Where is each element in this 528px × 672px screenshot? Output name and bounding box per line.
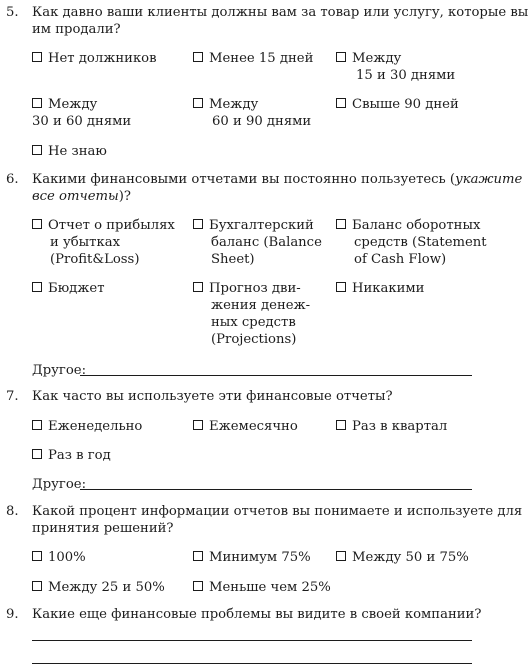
checkbox[interactable] xyxy=(336,219,346,229)
q6-option-projections[interactable] xyxy=(193,280,301,297)
q5-option-less-15-days[interactable] xyxy=(193,50,313,67)
option-label-continued: (Projections) xyxy=(211,332,297,347)
q8-option-25-50[interactable] xyxy=(32,579,165,596)
option-label: Бюджет xyxy=(48,281,105,296)
option-label: Минимум 75% xyxy=(209,550,311,565)
q6-option-balance-sheet[interactable] xyxy=(193,217,314,234)
q7-option-quarterly[interactable] xyxy=(336,418,447,435)
option-label-continued: Sheet) xyxy=(211,252,255,267)
q6-option-budget[interactable] xyxy=(32,280,105,297)
question-9-text: Какие еще финансовые проблемы вы видите в своей компании? xyxy=(32,607,482,622)
checkbox[interactable] xyxy=(193,420,203,430)
checkbox[interactable] xyxy=(193,52,203,62)
checkbox[interactable] xyxy=(336,551,346,561)
option-label-continued: жения денеж- xyxy=(211,298,311,313)
q5-option-30-60-days[interactable] xyxy=(32,96,97,113)
q5-option-dont-know[interactable] xyxy=(32,143,107,160)
q9-answer-line-1[interactable] xyxy=(32,640,472,641)
option-label: Не знаю xyxy=(48,144,107,159)
option-label: Менее 15 дней xyxy=(209,51,314,66)
checkbox[interactable] xyxy=(193,98,203,108)
option-label-continued: ных средств xyxy=(211,315,296,330)
question-9-number: 9. xyxy=(6,607,19,622)
checkbox[interactable] xyxy=(32,52,42,62)
option-label-continued: и убытках xyxy=(50,235,121,250)
checkbox[interactable] xyxy=(32,581,42,591)
checkbox[interactable] xyxy=(32,219,42,229)
question-5-text-line-2: им продали? xyxy=(32,22,121,37)
option-label-continued: средств (Statement xyxy=(354,235,487,250)
option-label: Никакими xyxy=(352,281,425,296)
q6-option-none[interactable] xyxy=(336,280,424,297)
checkbox[interactable] xyxy=(336,282,346,292)
q7-other-input-line[interactable] xyxy=(80,489,472,490)
q9-answer-line-2[interactable] xyxy=(32,663,472,664)
question-6-text-line-1: Какими финансовыми отчетами вы постоянно пользуетесь (укажите xyxy=(32,172,523,187)
option-label: Баланс оборотных xyxy=(352,218,481,233)
option-label: Между xyxy=(352,51,402,66)
option-label-continued: баланс (Balance xyxy=(211,235,322,250)
option-label-continued: 60 и 90 днями xyxy=(212,114,312,129)
checkbox[interactable] xyxy=(32,282,42,292)
checkbox[interactable] xyxy=(32,98,42,108)
option-label: Нет должников xyxy=(48,51,157,66)
checkbox[interactable] xyxy=(32,449,42,459)
q8-option-min-75[interactable] xyxy=(193,549,311,566)
question-6-text-line-2: все отчеты)? xyxy=(32,189,131,204)
option-label: Между 25 и 50% xyxy=(48,580,165,595)
question-6-number: 6. xyxy=(6,172,19,187)
option-label: Между xyxy=(48,97,98,112)
q7-option-yearly[interactable] xyxy=(32,447,111,464)
checkbox[interactable] xyxy=(336,52,346,62)
option-label: Свыше 90 дней xyxy=(352,97,459,112)
question-8-text-line-2: принятия решений? xyxy=(32,521,174,536)
option-label: Ежемесячно xyxy=(209,419,298,434)
option-label-continued: 15 и 30 днями xyxy=(356,68,456,83)
checkbox[interactable] xyxy=(32,145,42,155)
q7-other-label: Другое: xyxy=(32,477,87,492)
question-8-text-line-1: Какой процент информации отчетов вы понимаете и используете для xyxy=(32,504,523,519)
checkbox[interactable] xyxy=(32,551,42,561)
option-label: Отчет о прибылях xyxy=(48,218,175,233)
q5-option-15-30-days[interactable] xyxy=(336,50,401,67)
option-label: Бухгалтерский xyxy=(209,218,314,233)
question-5-number: 5. xyxy=(6,5,19,20)
q6-option-cash-flow[interactable] xyxy=(336,217,480,234)
option-label: Между xyxy=(209,97,259,112)
question-8-number: 8. xyxy=(6,504,19,519)
q6-other-input-line[interactable] xyxy=(80,375,472,376)
q8-option-less-25[interactable] xyxy=(193,579,331,596)
option-label: 100% xyxy=(48,550,86,565)
option-label-continued: 30 и 60 днями xyxy=(32,114,132,129)
option-label: Еженедельно xyxy=(48,419,143,434)
option-label: Меньше чем 25% xyxy=(209,580,331,595)
q7-option-weekly[interactable] xyxy=(32,418,142,435)
checkbox[interactable] xyxy=(32,420,42,430)
q5-option-60-90-days[interactable] xyxy=(193,96,258,113)
question-5-text-line-1: Как давно ваши клиенты должны вам за товар или услугу, которые вы xyxy=(32,5,528,20)
checkbox[interactable] xyxy=(193,581,203,591)
q5-option-no-debtors[interactable] xyxy=(32,50,157,67)
q6-other-label: Другое: xyxy=(32,363,87,378)
checkbox[interactable] xyxy=(336,98,346,108)
option-label: Прогноз дви- xyxy=(209,281,301,296)
q7-option-monthly[interactable] xyxy=(193,418,298,435)
q8-option-50-75[interactable] xyxy=(336,549,469,566)
checkbox[interactable] xyxy=(336,420,346,430)
option-label-continued: of Cash Flow) xyxy=(354,252,447,267)
option-label: Раз в квартал xyxy=(352,419,448,434)
question-7-text: Как часто вы используете эти финансовые отчеты? xyxy=(32,389,393,404)
q8-option-100[interactable] xyxy=(32,549,86,566)
q6-option-profit-loss[interactable] xyxy=(32,217,175,234)
question-7-number: 7. xyxy=(6,389,19,404)
checkbox[interactable] xyxy=(193,551,203,561)
option-label-continued: (Profit&Loss) xyxy=(50,252,140,267)
checkbox[interactable] xyxy=(193,282,203,292)
option-label: Раз в год xyxy=(48,448,111,463)
option-label: Между 50 и 75% xyxy=(352,550,469,565)
checkbox[interactable] xyxy=(193,219,203,229)
q5-option-over-90-days[interactable] xyxy=(336,96,459,113)
